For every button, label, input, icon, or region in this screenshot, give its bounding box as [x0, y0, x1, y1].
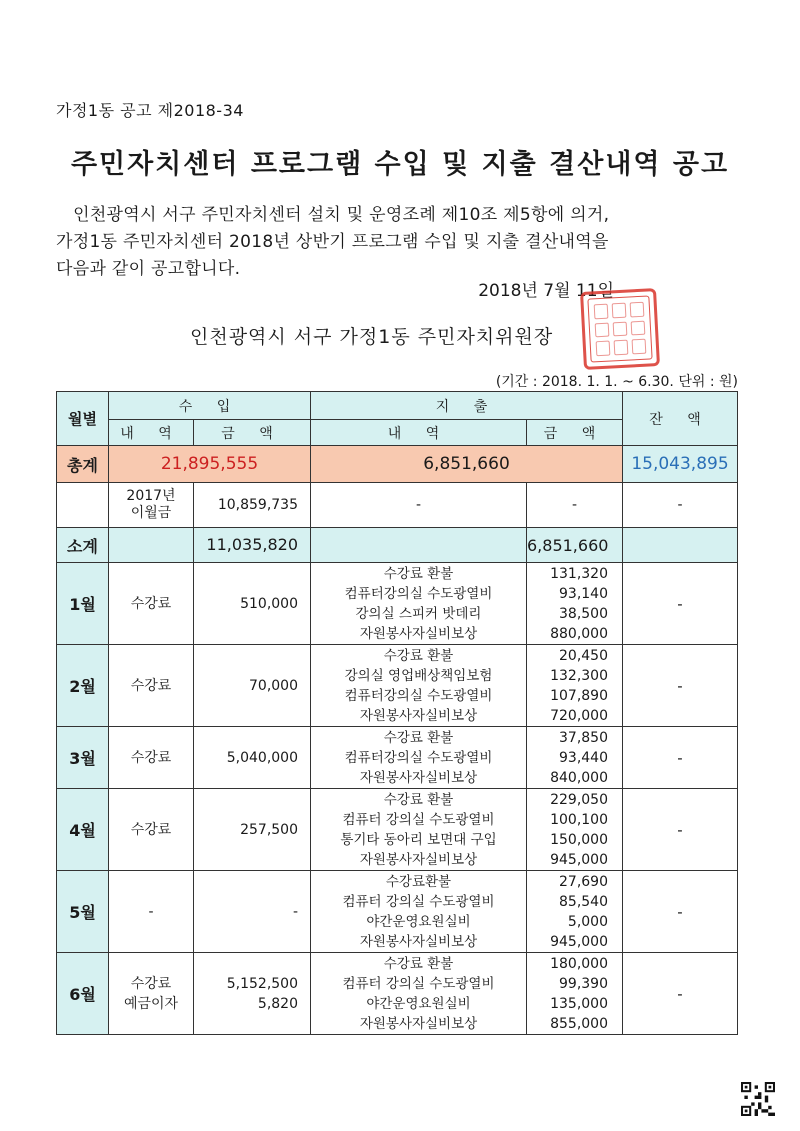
expense-amount: 131,320: [550, 565, 608, 582]
ledger-table: [56, 391, 738, 1035]
expense-items: [311, 727, 527, 789]
expense-amount: 27,690: [559, 873, 608, 890]
header-income-item: 내 역: [109, 420, 194, 446]
expense-item: 강의실 영업배상책임보험: [344, 667, 493, 684]
issuer-name: 인천광역시 서구 가정1동 주민자치위원장: [190, 326, 554, 348]
expense-amount: 100,100: [550, 811, 608, 828]
expense-items: [311, 871, 527, 953]
totals-income: 21,895,555: [109, 446, 311, 483]
carryover-label: 2017년 이월금: [109, 483, 194, 528]
expense-amount: 945,000: [550, 851, 608, 868]
month-label: 6월: [57, 953, 109, 1035]
expense-amounts: [527, 563, 623, 645]
header-expense-item: 내 역: [311, 420, 527, 446]
totals-row: [57, 446, 738, 483]
expense-item: 컴퓨터 강의실 수도광열비: [342, 893, 495, 910]
expense-item: 컴퓨터강의실 수도광열비: [344, 687, 493, 704]
month-label: 5월: [57, 871, 109, 953]
expense-item: 자원봉사자실비보상: [359, 1015, 478, 1032]
subtotal-income: 11,035,820: [194, 528, 311, 563]
header-income-amount: 금 액: [194, 420, 311, 446]
expense-item: 수강료 환불: [383, 791, 454, 808]
month-row: [57, 645, 738, 727]
qr-code-icon: [741, 1082, 775, 1116]
expense-item: 수강료환불: [385, 873, 452, 890]
income-amounts: 257,500: [194, 789, 311, 871]
expense-item: 자원봉사자실비보상: [359, 625, 478, 642]
expense-amount: 107,890: [550, 687, 608, 704]
totals-label: 총계: [57, 446, 109, 483]
subtotal-label: 소계: [57, 528, 109, 563]
expense-amount: 37,850: [559, 729, 608, 746]
month-balance: -: [623, 645, 738, 727]
body-line: 가정1동 주민자치센터 2018년 상반기 프로그램 수입 및 지출 결산내역을: [56, 232, 609, 252]
income-amounts: -: [194, 871, 311, 953]
expense-amount: 180,000: [550, 955, 608, 972]
month-row: [57, 563, 738, 645]
expense-amount: 93,140: [559, 585, 608, 602]
expense-amount: 38,500: [559, 605, 608, 622]
body-line: 인천광역시 서구 주민자치센터 설치 및 운영조례 제10조 제5항에 의거,: [56, 205, 610, 225]
month-balance: -: [623, 789, 738, 871]
expense-amount: 93,440: [559, 749, 608, 766]
expense-amounts: [527, 789, 623, 871]
month-row: [57, 953, 738, 1035]
expense-amount: 99,390: [559, 975, 608, 992]
expense-amount: 20,450: [559, 647, 608, 664]
document-number: 가정1동 공고 제2018-34: [56, 101, 244, 120]
official-seal-icon: [580, 288, 660, 370]
expense-item: 컴퓨터강의실 수도광열비: [344, 585, 493, 602]
expense-item: 자원봉사자실비보상: [359, 851, 478, 868]
expense-item: 야간운영요원실비: [366, 995, 471, 1012]
body-line: 다음과 같이 공고합니다.: [56, 259, 241, 279]
month-row: [57, 871, 738, 953]
expense-item: 컴퓨터강의실 수도광열비: [344, 749, 493, 766]
carryover-expense-amount: -: [527, 483, 623, 528]
header-balance: 잔 액: [623, 392, 738, 446]
expense-item: 자원봉사자실비보상: [359, 707, 478, 724]
income-items: 수강료: [109, 645, 194, 727]
expense-amounts: [527, 727, 623, 789]
expense-amount: 229,050: [550, 791, 608, 808]
expense-item: 수강료 환불: [383, 565, 454, 582]
expense-items: [311, 645, 527, 727]
notice-date: 2018년 7월 11일: [478, 281, 614, 301]
expense-items: [311, 789, 527, 871]
expense-amount: 85,540: [559, 893, 608, 910]
carryover-expense-item: -: [311, 483, 527, 528]
expense-item: 컴퓨터 강의실 수도광열비: [342, 975, 495, 992]
expense-item: 통기타 동아리 보면대 구입: [340, 831, 497, 848]
subtotal-row: [57, 528, 738, 563]
header-expense-amount: 금 액: [527, 420, 623, 446]
carryover-amount: 10,859,735: [194, 483, 311, 528]
month-label: 4월: [57, 789, 109, 871]
subtotal-expense: 6,851,660: [527, 528, 623, 563]
expense-amount: 150,000: [550, 831, 608, 848]
carryover-row: [57, 483, 738, 528]
expense-amount: 880,000: [550, 625, 608, 642]
expense-amount: 135,000: [550, 995, 608, 1012]
month-row: [57, 727, 738, 789]
income-items: 수강료: [109, 789, 194, 871]
expense-items: [311, 563, 527, 645]
period-note: (기간 : 2018. 1. 1. ~ 6.30. 단위 : 원): [495, 374, 738, 390]
expense-amounts: [527, 645, 623, 727]
month-balance: -: [623, 871, 738, 953]
income-items: 수강료: [109, 563, 194, 645]
notice-body: [56, 202, 756, 283]
expense-item: 강의실 스피커 밧데리: [355, 605, 482, 622]
expense-items: [311, 953, 527, 1035]
month-label: 1월: [57, 563, 109, 645]
expense-item: 수강료 환불: [383, 955, 454, 972]
income-amounts: 70,000: [194, 645, 311, 727]
header-expense: 지 출: [311, 392, 623, 420]
expense-item: 자원봉사자실비보상: [359, 933, 478, 950]
month-balance: -: [623, 727, 738, 789]
expense-item: 자원봉사자실비보상: [359, 769, 478, 786]
page-title: 주민자치센터 프로그램 수입 및 지출 결산내역 공고: [70, 149, 730, 180]
income-items: 수강료 예금이자: [109, 953, 194, 1035]
month-row: [57, 789, 738, 871]
month-balance: -: [623, 563, 738, 645]
expense-amount: 5,000: [567, 913, 608, 930]
expense-item: 수강료 환불: [383, 647, 454, 664]
month-balance: -: [623, 953, 738, 1035]
carryover-balance: -: [623, 483, 738, 528]
expense-amount: 720,000: [550, 707, 608, 724]
header-income: 수 입: [109, 392, 311, 420]
expense-item: 컴퓨터 강의실 수도광열비: [342, 811, 495, 828]
month-label: 2월: [57, 645, 109, 727]
expense-amount: 945,000: [550, 933, 608, 950]
header-month: 월별: [57, 392, 109, 446]
totals-expense: 6,851,660: [311, 446, 623, 483]
income-amounts: 5,040,000: [194, 727, 311, 789]
expense-item: 수강료 환불: [383, 729, 454, 746]
expense-amounts: [527, 871, 623, 953]
expense-amounts: [527, 953, 623, 1035]
income-amounts: 510,000: [194, 563, 311, 645]
income-items: 수강료: [109, 727, 194, 789]
expense-amount: 840,000: [550, 769, 608, 786]
income-amounts: 5,152,500 5,820: [194, 953, 311, 1035]
month-label: 3월: [57, 727, 109, 789]
income-items: -: [109, 871, 194, 953]
expense-item: 야간운영요원실비: [366, 913, 471, 930]
totals-balance: 15,043,895: [623, 446, 738, 483]
expense-amount: 855,000: [550, 1015, 608, 1032]
expense-amount: 132,300: [550, 667, 608, 684]
